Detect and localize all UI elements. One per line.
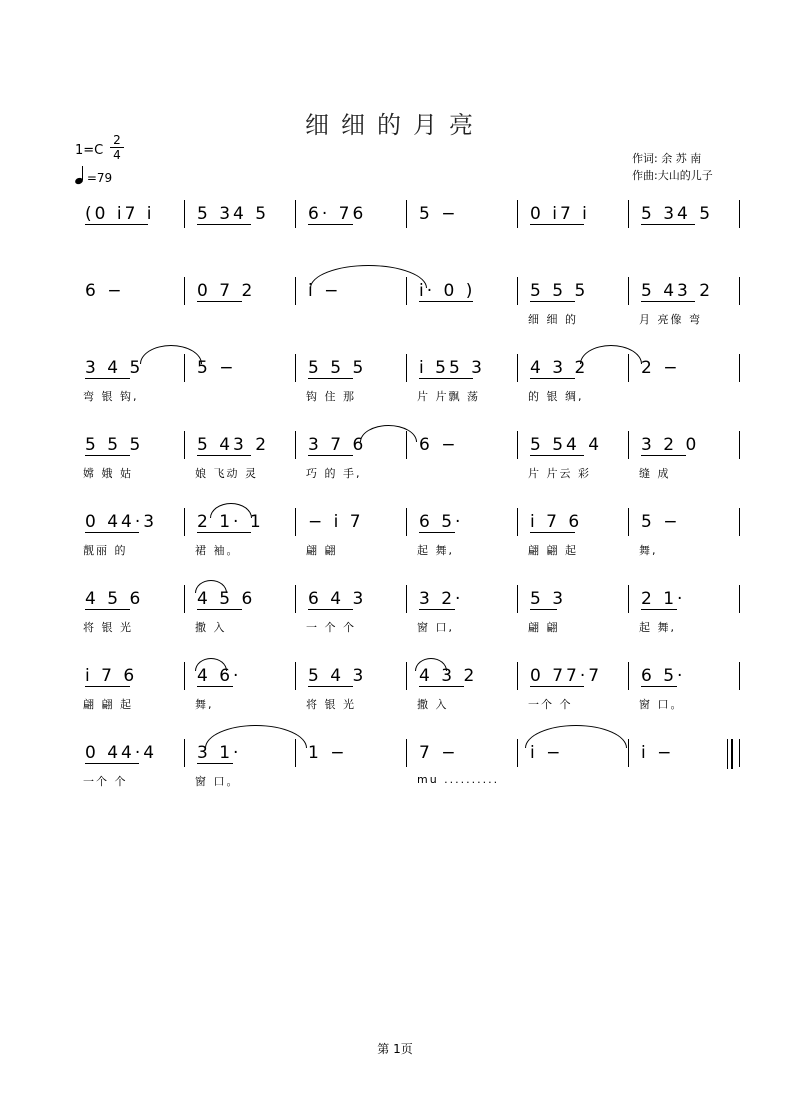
bar-line <box>295 508 296 536</box>
bar-line <box>739 354 740 382</box>
lyric: 翩 翩 <box>306 544 338 557</box>
lyric: 舞, <box>639 544 658 557</box>
beam-underline <box>85 686 130 687</box>
beam-underline <box>197 686 233 687</box>
beam-underline <box>308 686 353 687</box>
lyric: 翩 翩 <box>528 621 560 634</box>
bar-line <box>295 354 296 382</box>
beam-underline <box>85 378 130 379</box>
measure: − i 7 <box>308 512 364 532</box>
lyric: 一个 个 <box>83 775 128 788</box>
measure: 3 2 0 <box>641 435 700 455</box>
bar-line <box>184 200 185 228</box>
lyric: 窗 口, <box>417 621 454 634</box>
beam-underline <box>308 378 353 379</box>
score-row <box>0 739 790 799</box>
measure: 0 77·7 <box>530 666 603 686</box>
bar-line <box>517 508 518 536</box>
measure: 0 i7 i <box>530 204 590 224</box>
measure: i 7 6 <box>530 512 583 532</box>
beam-underline <box>308 609 353 610</box>
lyric: 将 银 光 <box>306 698 356 711</box>
bar-line <box>517 200 518 228</box>
measure: i 55 3 <box>419 358 485 378</box>
beam-underline <box>419 301 473 302</box>
beam-underline <box>197 301 242 302</box>
slur <box>310 265 427 288</box>
score-row <box>0 585 790 645</box>
lyric: 缝 成 <box>639 467 671 480</box>
beam-underline <box>419 609 455 610</box>
bar-line <box>406 662 407 690</box>
bar-line <box>628 585 629 613</box>
measure: 5 5 5 <box>85 435 144 455</box>
beam-underline <box>197 609 242 610</box>
bar-line <box>739 585 740 613</box>
beam-underline <box>641 455 686 456</box>
bar-line <box>406 200 407 228</box>
time-signature-bottom: 4 <box>113 148 121 162</box>
bar-line <box>739 200 740 228</box>
lyric: 细 细 的 <box>528 313 578 326</box>
measure: 3 4 5 <box>85 358 144 378</box>
beam-underline <box>530 301 575 302</box>
bar-line <box>739 431 740 459</box>
quarter-note-icon <box>74 177 84 185</box>
slur <box>525 725 627 748</box>
final-barline <box>731 739 733 769</box>
beam-underline <box>641 609 677 610</box>
tempo-value: =79 <box>86 171 113 185</box>
measure: 5 − <box>197 358 237 378</box>
lyric: 舞, <box>195 698 214 711</box>
measure: 5 3 <box>530 589 567 609</box>
lyric: 起 舞, <box>639 621 676 634</box>
bar-line <box>406 585 407 613</box>
measure: 6· 76 <box>308 204 367 224</box>
measure: 3 2· <box>419 589 464 609</box>
beam-underline <box>641 224 695 225</box>
bar-line <box>295 431 296 459</box>
lyric: 窗 口。 <box>639 698 684 711</box>
bar-line <box>184 739 185 767</box>
slur <box>210 503 252 518</box>
bar-line <box>184 431 185 459</box>
bar-line <box>406 508 407 536</box>
bar-line <box>628 431 629 459</box>
bar-line <box>295 662 296 690</box>
bar-line <box>295 585 296 613</box>
score-row <box>0 508 790 568</box>
measure: 5 43 2 <box>641 281 714 301</box>
lyric: 嫦 娥 姑 <box>83 467 133 480</box>
lyric: 一 个 个 <box>306 621 356 634</box>
score-row <box>0 200 790 260</box>
slur <box>205 725 307 748</box>
measure: 2 1· <box>641 589 686 609</box>
beam-underline <box>641 686 677 687</box>
lyric: 将 银 光 <box>83 621 133 634</box>
bar-line <box>184 508 185 536</box>
bar-line <box>517 739 518 767</box>
measure: 5 34 5 <box>197 204 270 224</box>
measure: 3 1· <box>197 743 242 763</box>
measure: 6 4 3 <box>308 589 367 609</box>
composer: 作曲:大山的儿子 <box>632 169 713 182</box>
measure: i − <box>641 743 675 763</box>
beam-underline <box>197 455 251 456</box>
measure: 6 − <box>85 281 125 301</box>
beam-underline <box>419 686 464 687</box>
beam-underline <box>530 378 575 379</box>
lyric: 片 片飘 荡 <box>417 390 480 403</box>
beam-underline <box>419 532 455 533</box>
lyric: 月 亮像 弯 <box>639 313 702 326</box>
bar-line <box>628 739 629 767</box>
lyric: 靓丽 的 <box>83 544 128 557</box>
lyric: 起 舞, <box>417 544 454 557</box>
beam-underline <box>85 763 139 764</box>
score-row <box>0 662 790 722</box>
slur <box>195 580 227 593</box>
bar-line <box>406 354 407 382</box>
beam-underline <box>530 455 584 456</box>
lyric: 弯 银 钩, <box>83 390 139 403</box>
bar-line <box>295 277 296 305</box>
key-signature: 1=C <box>75 143 104 158</box>
slur <box>580 345 642 364</box>
measure: 7 − <box>419 743 459 763</box>
bar-line <box>517 277 518 305</box>
beam-underline <box>641 301 695 302</box>
measure: 6 5· <box>641 666 686 686</box>
time-signature-top: 2 <box>113 133 121 147</box>
measure: 0 7 2 <box>197 281 256 301</box>
bar-line <box>406 739 407 767</box>
measure: i − <box>308 281 342 301</box>
measure: i· 0 ) <box>419 281 476 301</box>
beam-underline <box>530 686 584 687</box>
beam-underline <box>85 455 130 456</box>
bar-line <box>739 662 740 690</box>
measure: 2 1· 1 <box>197 512 264 532</box>
bar-line <box>295 200 296 228</box>
lyric: 窗 口。 <box>195 775 240 788</box>
lyric: 的 银 绸, <box>528 390 584 403</box>
credits <box>632 150 713 184</box>
beam-underline <box>197 532 251 533</box>
bar-line <box>517 585 518 613</box>
beam-underline <box>308 224 353 225</box>
time-signature <box>110 133 124 162</box>
beam-underline <box>85 224 148 225</box>
measure: 5 − <box>641 512 681 532</box>
measure: 2 − <box>641 358 681 378</box>
measure: 4 3 2 <box>419 666 478 686</box>
measure: 0 44·4 <box>85 743 158 763</box>
bar-line <box>517 354 518 382</box>
beam-underline <box>85 532 139 533</box>
lyricist: 作词: 余 苏 南 <box>632 152 702 165</box>
measure: 5 − <box>419 204 459 224</box>
bar-line <box>628 662 629 690</box>
bar-line <box>628 508 629 536</box>
page-number: 第 1页 <box>377 1042 413 1056</box>
bar-line <box>517 431 518 459</box>
measure: 4 5 6 <box>85 589 144 609</box>
measure: 5 4 3 <box>308 666 367 686</box>
measure: 6 5· <box>419 512 464 532</box>
measure: 5 5 5 <box>530 281 589 301</box>
measure: (0 i7 i <box>85 204 155 224</box>
bar-line <box>739 508 740 536</box>
measure: i − <box>530 743 564 763</box>
tempo-marking <box>75 166 112 185</box>
slur <box>360 425 417 442</box>
beam-underline <box>197 224 251 225</box>
bar-line <box>184 662 185 690</box>
score-row <box>0 354 790 414</box>
bar-line <box>517 662 518 690</box>
measure: 4 5 6 <box>197 589 256 609</box>
measure: 4 6· <box>197 666 242 686</box>
beam-underline <box>308 455 353 456</box>
bar-line <box>184 277 185 305</box>
measure: 3 7 6 <box>308 435 367 455</box>
lyric: 裙 袖。 <box>195 544 240 557</box>
lyric: 钩 住 那 <box>306 390 356 403</box>
measure: i 7 6 <box>85 666 138 686</box>
beam-underline <box>197 763 233 764</box>
slur <box>140 345 202 364</box>
lyric: 娘 飞动 灵 <box>195 467 258 480</box>
measure: 6 − <box>419 435 459 455</box>
slur <box>195 658 227 671</box>
final-barline <box>727 739 728 769</box>
measure: 5 34 5 <box>641 204 714 224</box>
beam-underline <box>419 378 473 379</box>
measure: 4 3 2 <box>530 358 589 378</box>
bar-line <box>628 200 629 228</box>
bar-line <box>184 585 185 613</box>
beam-underline <box>530 609 557 610</box>
measure: 5 43 2 <box>197 435 270 455</box>
lyric: 撒 入 <box>417 698 449 711</box>
beam-underline <box>530 532 575 533</box>
beam-underline <box>85 609 130 610</box>
bar-line <box>628 277 629 305</box>
page-title: 细细的月亮 <box>305 111 485 139</box>
lyric: 翩 翩 起 <box>83 698 133 711</box>
beam-underline <box>530 224 584 225</box>
bar-line <box>739 277 740 305</box>
measure: 5 5 5 <box>308 358 367 378</box>
lyric: 一个 个 <box>528 698 573 711</box>
slur <box>415 658 447 671</box>
measure: 0 44·3 <box>85 512 158 532</box>
lyric: 翩 翩 起 <box>528 544 578 557</box>
measure: 1 − <box>308 743 348 763</box>
lyric: mu .......... <box>417 773 500 786</box>
lyric: 片 片云 彩 <box>528 467 591 480</box>
measure: 5 54 4 <box>530 435 603 455</box>
lyric: 巧 的 手, <box>306 467 362 480</box>
bar-line <box>739 739 740 767</box>
lyric: 撒 入 <box>195 621 227 634</box>
